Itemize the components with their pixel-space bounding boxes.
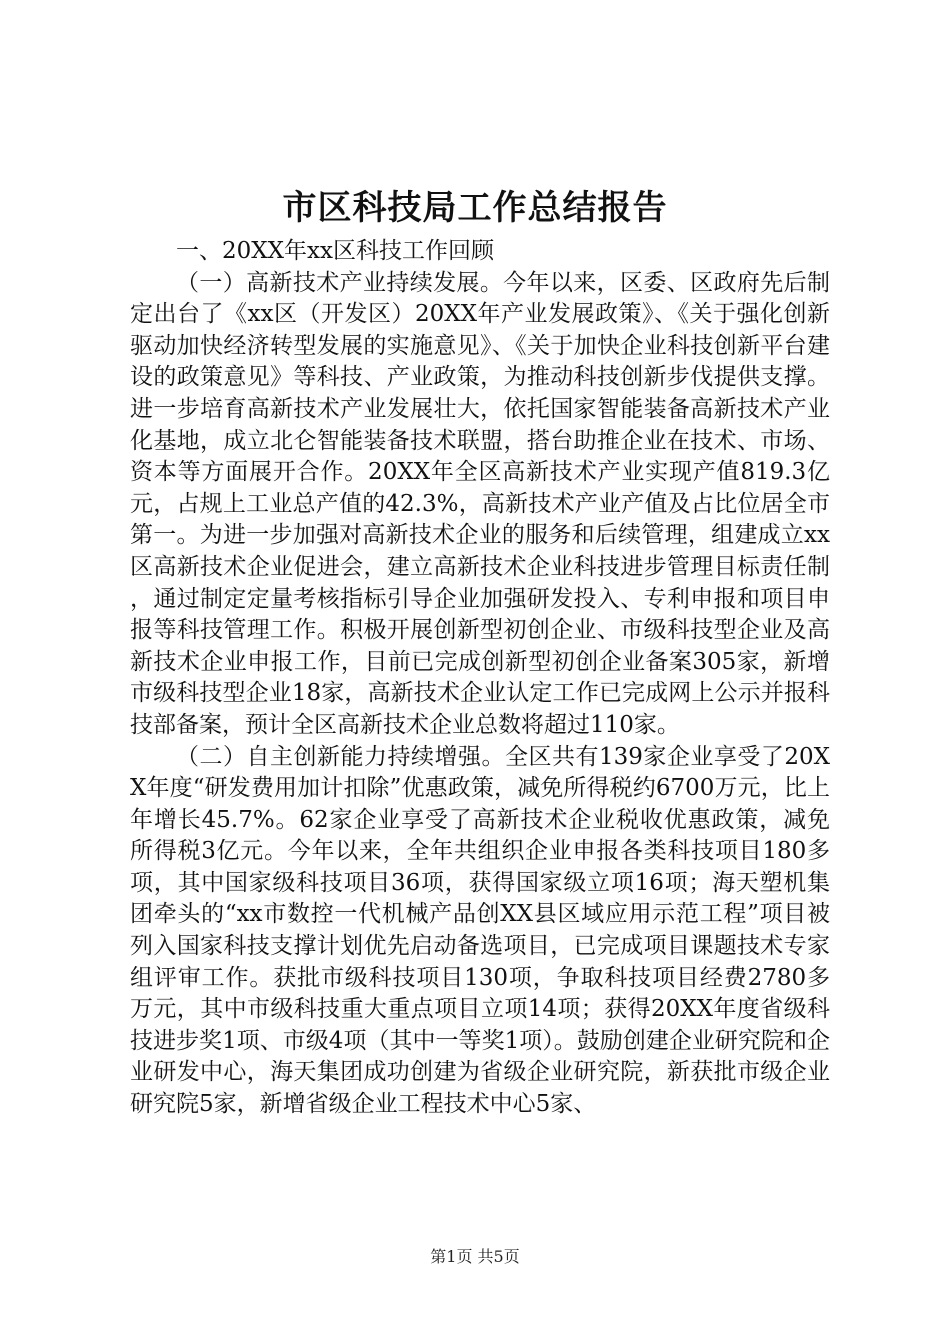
document-body (130, 236, 830, 1121)
section-heading: 一、20XX年xx区科技工作回顾 (176, 238, 494, 264)
paragraph-innovation-capacity: （二）自主创新能力持续增强。全区共有139家企业享受了20XX年度“研发费用加计扣除”优惠政策，减免所得税约6700万元，比上年增长45.7%。62家企业享受了高新技术企业税收优惠政策，减免所得税3亿元。今年以来，全年共组织企业申报各类科技项目180多项，其中国家级科技项目36项，获得国家级立项16项；海天塑机集团牵头的“xx市数控一代机械产品创XX县区域应用示范工程”项目被列入国家科技支撑计划优先启动备选项目，已完成项目课题技术专家组评审工作。获批市级科技项目130项，争取科技项目经费2780多万元，其中市级科技重大重点项目立项14项；获得20XX年度省级科技进步奖1项、市级4项（其中一等奖1项）。鼓励创建企业研究院和企业研发中心，海天集团成功创建为省级企业研究院，新获批市级企业研究院5家，新增省级企业工程技术中心5家、 (130, 743, 830, 1118)
document-title: 市区科技局工作总结报告 (282, 188, 668, 228)
page-number-footer: 第1页 共5页 (430, 1247, 520, 1266)
paragraph-high-tech-industry: （一）高新技术产业持续发展。今年以来，区委、区政府先后制定出台了《xx区（开发区）20XX年产业发展政策》、《关于强化创新驱动加快经济转型发展的实施意见》、《关于加快企业科技创新平台建设的政策意见》等科技、产业政策，为推动科技创新步伐提供支撑。进一步培育高新技术产业发展壮大，依托国家智能装备高新技术产业化基地，成立北仑智能装备技术联盟，搭台助推企业在技术、市场、资本等方面展开合作。20XX年全区高新技术产业实现产值819.3亿元，占规上工业总产值的42.3%，高新技术产业产值及占比位居全市第一。为进一步加强对高新技术企业的服务和后续管理，组建成立xx区高新技术企业促进会，建立高新技术企业科技进步管理目标责任制，通过制定定量考核指标引导企业加强研发投入、专利申报和项目申报等科技管理工作。积极开展创新型初创企业、市级科技型企业及高新技术企业申报工作，目前已完成创新型初创企业备案305家，新增市级科技型企业18家，高新技术企业认定工作已完成网上公示并报科技部备案，预计全区高新技术企业总数将超过110家。 (130, 269, 830, 738)
